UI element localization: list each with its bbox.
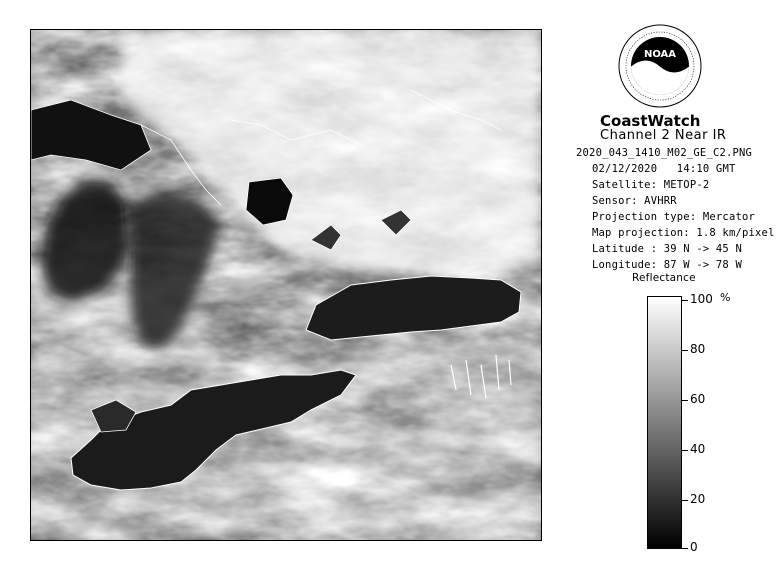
map-projection-label: Map projection: 1.8 km/pixel	[592, 227, 775, 239]
colorbar-tick	[682, 300, 688, 301]
colorbar-tick	[682, 500, 688, 501]
colorbar-tick-label: 80	[690, 342, 706, 356]
colorbar-tick-label: 0	[690, 540, 698, 554]
reflectance-colorbar	[647, 296, 682, 549]
latitude-label: Latitude : 39 N -> 45 N	[592, 243, 742, 255]
colorbar-tick-label: 60	[690, 392, 706, 406]
colorbar-tick	[682, 350, 688, 351]
noaa-logo-icon	[618, 24, 702, 108]
colorbar-tick	[682, 450, 688, 451]
noaa-logo-text: NOAA	[643, 49, 677, 60]
colorbar-tick	[682, 400, 688, 401]
projection-type-label: Projection type: Mercator	[592, 211, 756, 223]
legend-title: Reflectance	[632, 272, 696, 284]
date-label: 02/12/2020	[592, 163, 658, 175]
page-title: CoastWatch	[600, 112, 701, 130]
sensor-label: Sensor: AVHRR	[592, 195, 677, 207]
colorbar-tick	[682, 548, 688, 549]
datetime-row	[592, 163, 736, 175]
filename-label: 2020_043_1410_M02_GE_C2.PNG	[576, 147, 753, 159]
longitude-label: Longitude: 87 W -> 78 W	[592, 259, 742, 271]
time-label: 14:10 GMT	[676, 163, 736, 175]
satellite-label: Satellite: METOP-2	[592, 179, 710, 191]
satellite-image	[30, 29, 542, 541]
colorbar-tick-label: 20	[690, 492, 706, 506]
colorbar-tick-label: 40	[690, 442, 706, 456]
legend-unit: %	[720, 291, 731, 304]
colorbar-tick-label: 100	[690, 292, 713, 306]
channel-label: Channel 2 Near IR	[600, 128, 727, 143]
